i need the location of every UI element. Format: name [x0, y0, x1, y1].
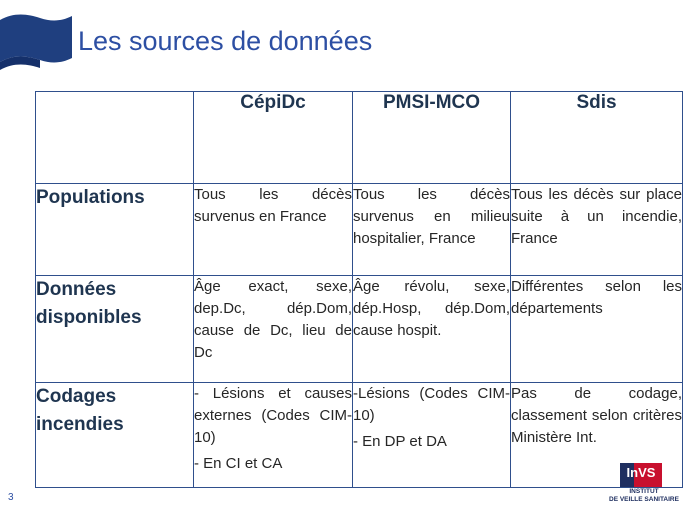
table-cell: Tous les décès survenus en milieu hospitalier, France [353, 184, 511, 276]
table-cell: Âge révolu, sexe, dép.Hosp, dép.Dom, cause hospit. [353, 276, 511, 383]
row-header-donnees-disponibles: Données disponibles [36, 276, 194, 383]
column-header-cepidc: CépiDc [194, 92, 353, 184]
table-row [36, 276, 683, 383]
table-cell: Différentes selon les départements [511, 276, 683, 383]
corner-cell [36, 92, 194, 184]
table-cell: -Lésions (Codes CIM-10) - En DP et DA [353, 383, 511, 488]
table-header-row [36, 92, 683, 184]
row-header-codages-incendies: Codages incendies [36, 383, 194, 488]
table-cell: Pas de codage, classement selon critères Ministère Int. [511, 383, 683, 488]
logo-line-2: DE VEILLE SANITAIRE [609, 496, 679, 503]
logo-caption [604, 488, 684, 504]
page-title: Les sources de données [78, 26, 373, 56]
logo-line-1: INSTITUT [629, 488, 659, 495]
column-header-pmsi-mco: PMSI-MCO [353, 92, 511, 184]
column-header-sdis: Sdis [511, 92, 683, 184]
flag-decoration [0, 12, 72, 74]
table-cell: Âge exact, sexe, dep.Dc, dép.Dom, cause de Dc, lieu de Dc [194, 276, 353, 383]
data-sources-table [35, 91, 683, 488]
table-cell: - Lésions et causes externes (Codes CIM-10) - En CI et CA [194, 383, 353, 488]
invs-logo [604, 463, 684, 513]
table-row [36, 383, 683, 488]
page-number: 3 [8, 492, 14, 503]
table-row [36, 184, 683, 276]
row-header-populations: Populations [36, 184, 194, 276]
table-cell: Tous les décès sur place suite à un incendie, France [511, 184, 683, 276]
table-cell: Tous les décès survenus en France [194, 184, 353, 276]
logo-mark-text: InVS [626, 465, 656, 480]
